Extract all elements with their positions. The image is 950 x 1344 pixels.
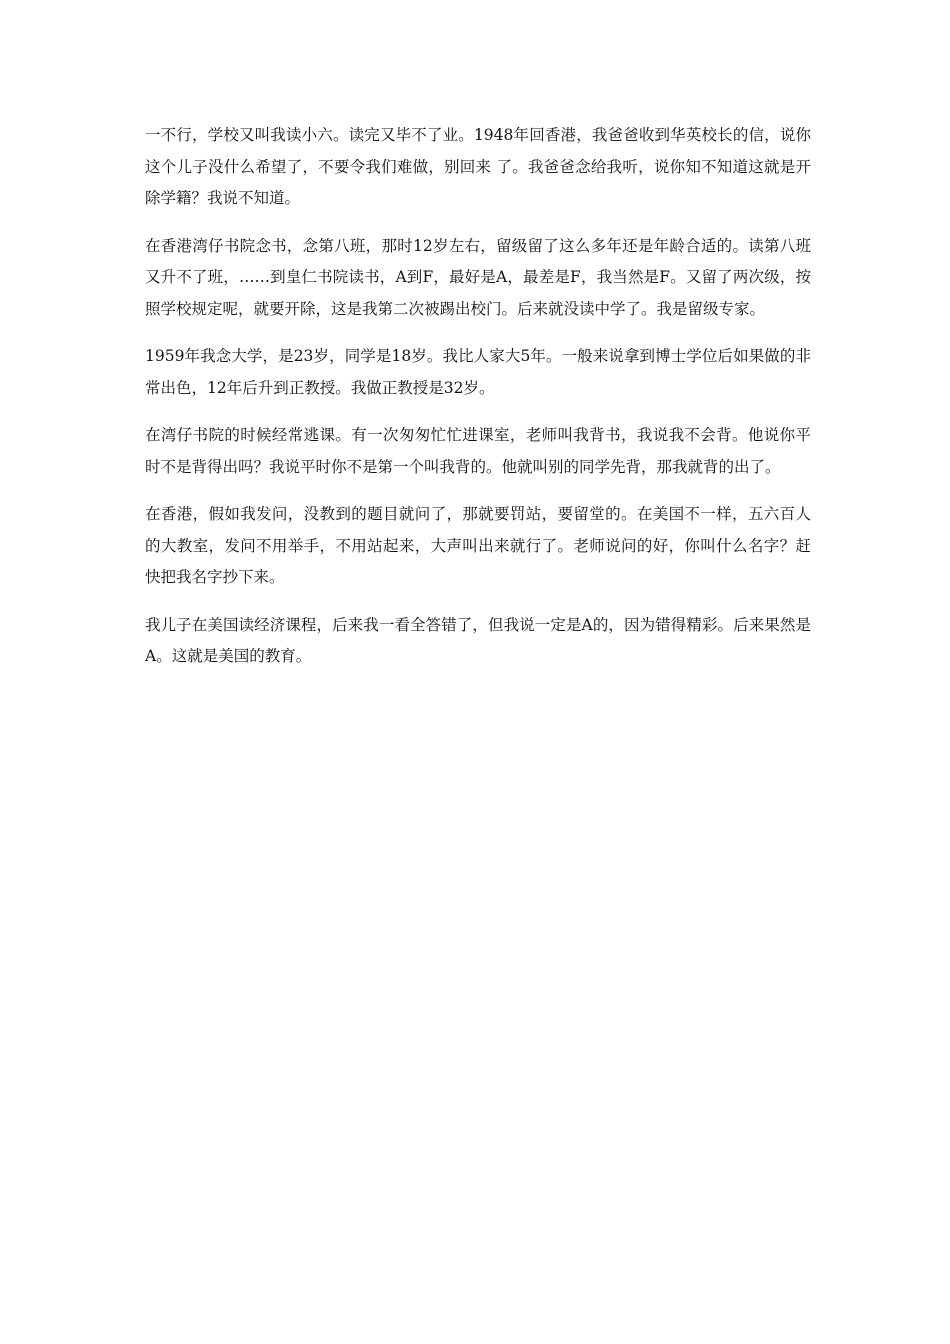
paragraph-1: 一不行，学校又叫我读小六。读完又毕不了业。1948年回香港，我爸爸收到华英校长的信，说你这个儿子没什么希望了，不要令我们难做，别回来 了。我爸爸念给我听，说你知不知道这就是开除学籍？我说不知道。 [145,126,811,207]
paragraph-3: 1959年我念大学，是23岁，同学是18岁。我比人家大5年。一般来说拿到博士学位后如果做的非常出色，12年后升到正教授。我做正教授是32岁。 [145,347,811,397]
paragraph-2: 在香港湾仔书院念书，念第八班，那时12岁左右，留级留了这么多年还是年龄合适的。读第八班又升不了班，……到皇仁书院读书，A到F，最好是A，最差是F，我当然是F。又留了两次级，按照学校规定呢，就要开除，这是我第二次被踢出校门。后来就没读中学了。我是留级专家。 [145,236,811,318]
document-body [145,120,811,689]
paragraph-4: 在湾仔书院的时候经常逃课。有一次匆匆忙忙进课室，老师叫我背书，我说我不会背。他说你平时不是背得出吗？我说平时你不是第一个叫我背的。他就叫别的同学先背，那我就背的出了。 [145,426,811,476]
paragraph-6: 我儿子在美国读经济课程，后来我一看全答错了，但我说一定是A的，因为错得精彩。后来果然是A。这就是美国的教育。 [145,615,811,665]
paragraph-5: 在香港，假如我发问，没教到的题目就问了，那就要罚站，要留堂的。在美国不一样，五六百人的大教室，发问不用举手，不用站起来，大声叫出来就行了。老师说问的好，你叫什么名字？赶快把我名字抄下来。 [145,505,811,586]
